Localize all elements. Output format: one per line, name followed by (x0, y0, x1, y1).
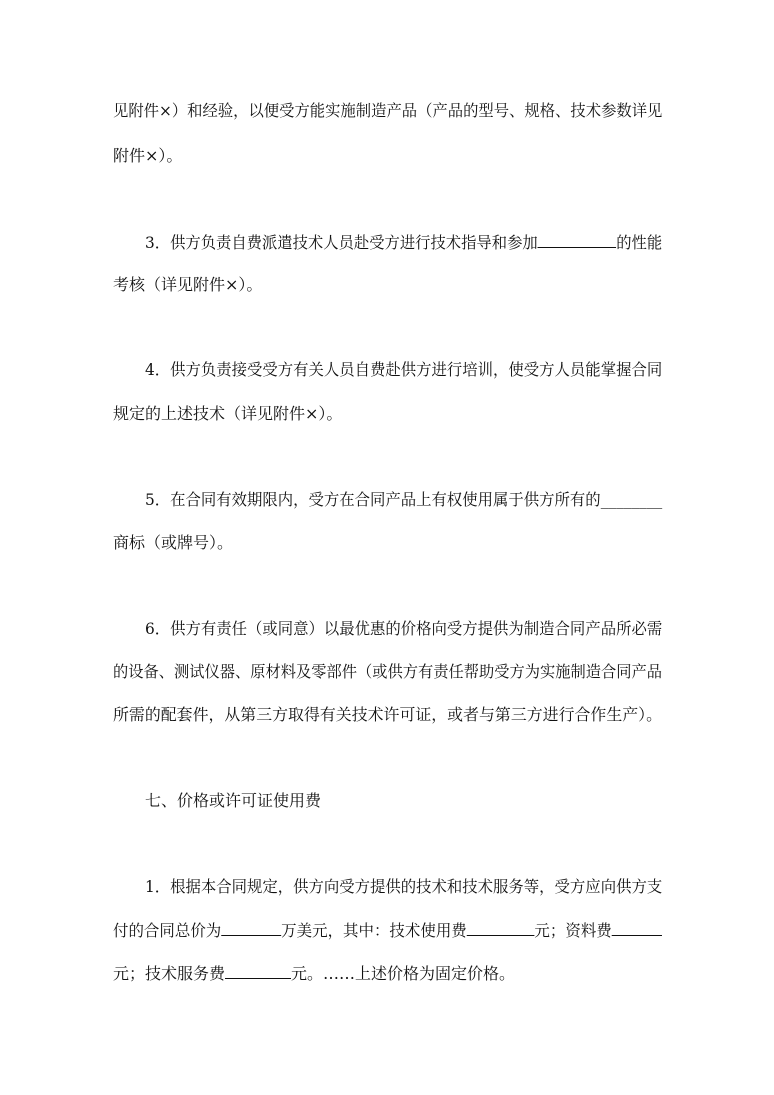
clause-6-line-1 (145, 619, 662, 639)
fill-in-blank (221, 920, 281, 936)
fill-in-blank (467, 920, 535, 936)
clause-4-line-1 (145, 360, 662, 380)
clause-7-1-line-2 (113, 920, 662, 941)
clause-7-1-line-1 (145, 877, 662, 897)
text: 3．供方负责自费派遣技术人员赴受方进行技术指导和参加 (145, 233, 538, 252)
text: 商标（或牌号）。 (113, 533, 234, 552)
fill-in-blank (612, 920, 662, 936)
text: 付的合同总价为 (113, 921, 222, 940)
clause-4-line-2 (113, 404, 342, 424)
clause-5-line-1 (145, 490, 662, 510)
text: 4．供方负责接受受方有关人员自费赴供方进行培训，使受方人员能掌握合同 (145, 360, 663, 379)
text: 元；技术服务费 (113, 964, 226, 983)
text: 考核（详见附件×）。 (113, 275, 263, 294)
text: 1．根据本合同规定，供方向受方提供的技术和技术服务等，受方应向供方支 (145, 877, 663, 896)
text: 万美元，其中：技术使用费 (281, 921, 467, 940)
text: 的性能 (616, 233, 663, 252)
section-heading (145, 791, 321, 811)
clause-5-line-2 (113, 533, 233, 553)
text: 所需的配套件，从第三方取得有关技术许可证，或者与第三方进行合作生产）。 (113, 705, 663, 724)
text: 见附件×）和经验，以便受方能实施制造产品（产品的型号、规格、技术参数详见 (113, 101, 663, 120)
paragraph-line (113, 101, 662, 121)
text: 6．供方有责任（或同意）以最优惠的价格向受方提供为制造合同产品所必需 (145, 619, 663, 638)
text: 附件×）。 (113, 146, 183, 165)
text: 5．在合同有效期限内，受方在合同产品上有权使用属于供方所有的________ (145, 490, 663, 509)
clause-6-line-2 (113, 662, 662, 682)
clause-3-line-1 (145, 232, 662, 253)
clause-3-line-2 (113, 275, 262, 295)
paragraph-line (113, 146, 182, 166)
clause-6-line-3 (113, 705, 662, 725)
fill-in-blank (225, 963, 291, 979)
section-title: 七、价格或许可证使用费 (145, 791, 322, 810)
clause-7-1-line-3 (113, 963, 515, 984)
text: 规定的上述技术（详见附件×）。 (113, 404, 343, 423)
text: 元；资料费 (534, 921, 612, 940)
text: 元。……上述价格为固定价格。 (291, 964, 516, 983)
fill-in-blank (538, 232, 617, 248)
text: 的设备、测试仪器、原材料及零部件（或供方有责任帮助受方为实施制造合同产品 (113, 662, 663, 681)
